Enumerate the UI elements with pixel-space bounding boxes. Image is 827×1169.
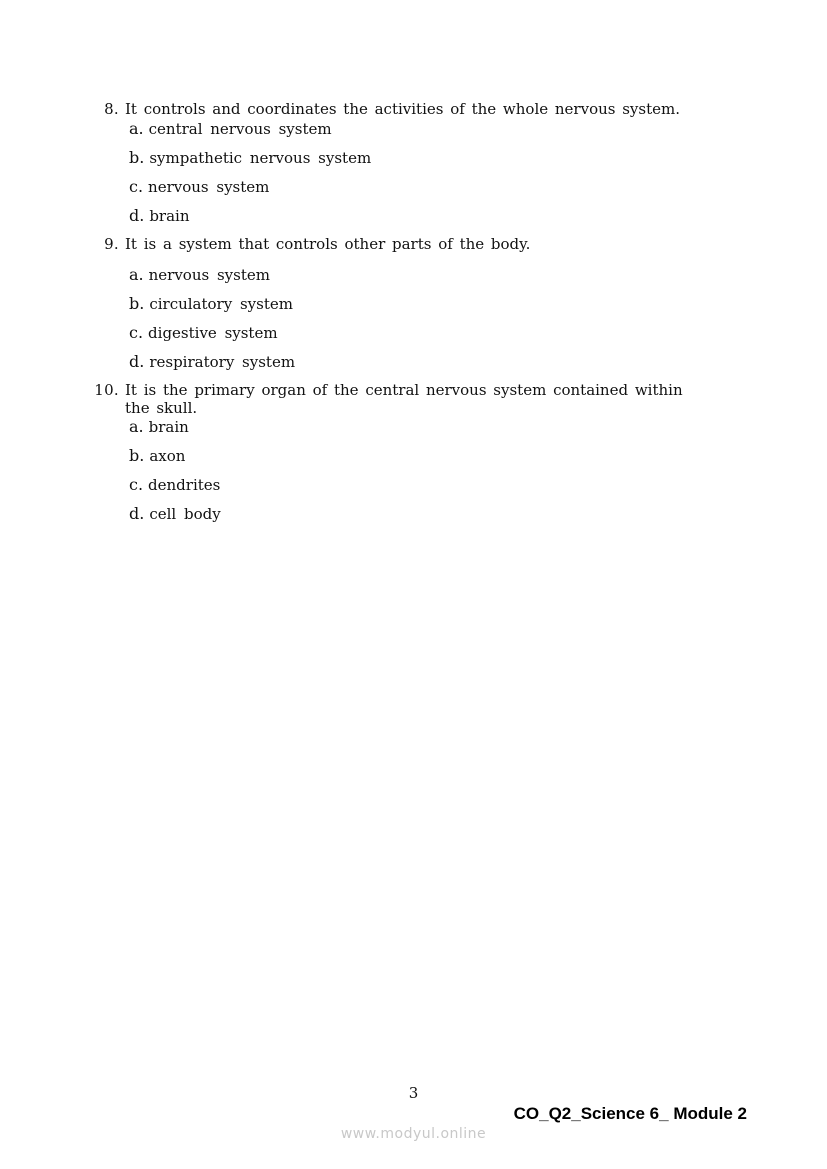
question-number: 10. (94, 381, 119, 399)
choice-text: central nervous system (148, 120, 332, 138)
choice-letter: a. (129, 119, 144, 138)
answer-choice (129, 417, 189, 436)
answer-choice (129, 446, 185, 465)
watermark: www.modyul.online (340, 1126, 487, 1142)
answer-choice (129, 148, 371, 167)
answer-choice (129, 504, 221, 523)
module-code: CO_Q2_Science 6_ Module 2 (513, 1104, 747, 1123)
question-text: It is the primary organ of the central nervous system contained within the skull. (125, 381, 683, 417)
choice-letter: c. (129, 177, 144, 196)
choice-text: respiratory system (149, 353, 296, 371)
choice-text: nervous system (148, 266, 270, 284)
choice-text: circulatory system (149, 295, 293, 313)
choice-letter: d. (129, 504, 145, 523)
question-text: It is a system that controls other parts of the body. (125, 235, 531, 253)
answer-choice (129, 206, 190, 225)
page-number: 3 (408, 1084, 419, 1102)
answer-choice (129, 119, 332, 138)
choice-text: brain (149, 207, 190, 225)
choice-letter: a. (129, 417, 144, 436)
choice-letter: d. (129, 352, 145, 371)
choice-text: nervous system (148, 178, 270, 196)
choice-letter: b. (129, 148, 145, 167)
question-number: 8. (104, 100, 119, 118)
choice-letter: c. (129, 475, 144, 494)
answer-choice (129, 352, 295, 371)
choice-text: dendrites (148, 476, 221, 494)
question-text: It controls and coordinates the activities of the whole nervous system. (125, 100, 680, 118)
choice-text: brain (148, 418, 189, 436)
choice-letter: d. (129, 206, 145, 225)
answer-choice (129, 177, 269, 196)
choice-text: digestive system (148, 324, 278, 342)
answer-choice (129, 475, 220, 494)
choice-letter: b. (129, 446, 145, 465)
choice-letter: b. (129, 294, 145, 313)
answer-choice (129, 294, 293, 313)
choice-letter: a. (129, 265, 144, 284)
choice-text: axon (149, 447, 186, 465)
answer-choice (129, 323, 278, 342)
answer-choice (129, 265, 270, 284)
choice-letter: c. (129, 323, 144, 342)
choice-text: sympathetic nervous system (149, 149, 372, 167)
question-number: 9. (104, 235, 119, 253)
choice-text: cell body (149, 505, 221, 523)
